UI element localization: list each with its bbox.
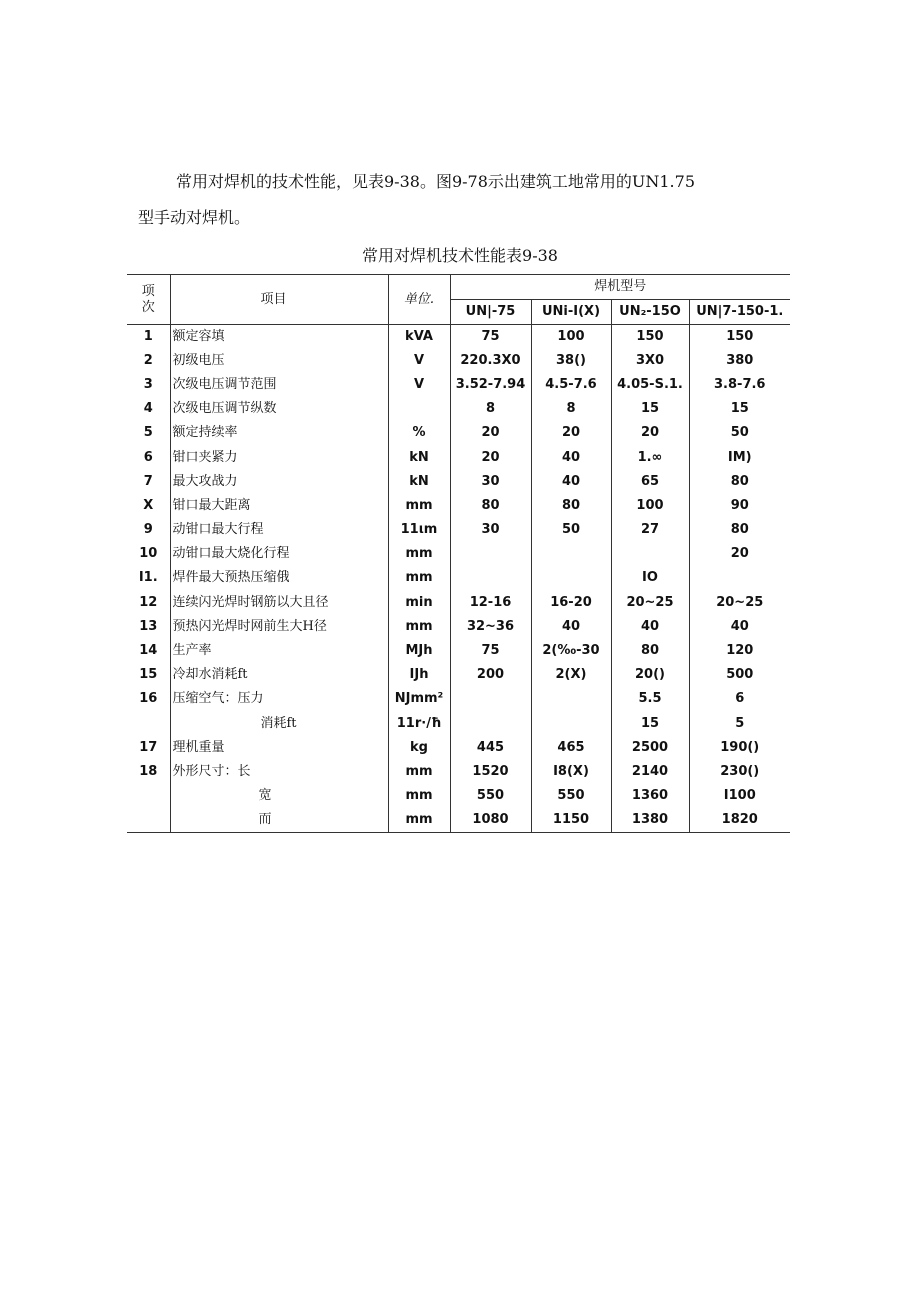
row-index: 1 <box>143 328 153 344</box>
row-unit: mm <box>388 542 450 566</box>
row-unit: IJh <box>388 663 450 687</box>
header-model-3: UN₂-15O <box>611 300 689 325</box>
row-value-model-2 <box>531 687 611 711</box>
table-row <box>127 397 790 421</box>
row-value-model-4: 40 <box>689 615 790 639</box>
table-row <box>127 615 790 639</box>
table-row <box>127 566 790 590</box>
header-item: 项目 <box>170 275 388 325</box>
row-item: 连续闪光焊时钢筋以大且径 <box>170 591 388 615</box>
row-index: 4 <box>143 401 153 417</box>
table-row <box>127 760 790 784</box>
row-value-model-2: 20 <box>531 421 611 445</box>
table-caption: 常用对焊机技术性能表9-38 <box>362 246 558 265</box>
row-value-model-4: 500 <box>689 663 790 687</box>
intro-line-2: 型手动对焊机。 <box>138 208 251 227</box>
row-value-model-2 <box>531 566 611 590</box>
row-index: 3 <box>143 376 153 392</box>
row-value-model-2 <box>531 542 611 566</box>
welder-spec-table <box>127 274 790 833</box>
row-value-model-1: 3.52-7.94 <box>450 373 531 397</box>
row-value-model-4: 380 <box>689 349 790 373</box>
row-value-model-1: 20 <box>450 421 531 445</box>
header-unit: 单位. <box>388 275 450 325</box>
row-item: 生产率 <box>170 639 388 663</box>
row-value-model-4: I100 <box>689 784 790 808</box>
row-value-model-3: 5.5 <box>611 687 689 711</box>
row-index: 13 <box>139 618 158 634</box>
row-index: 2 <box>143 352 153 368</box>
row-value-model-3: 40 <box>611 615 689 639</box>
row-item: 冷却水消耗ft <box>170 663 388 687</box>
table-row <box>127 591 790 615</box>
row-index: 14 <box>139 643 158 659</box>
table-row <box>127 663 790 687</box>
row-item: 额定容填 <box>170 325 388 349</box>
row-item: 额定持续率 <box>170 421 388 445</box>
row-index <box>127 808 170 832</box>
row-value-model-3: 4.05-S.1. <box>611 373 689 397</box>
row-value-model-1: 30 <box>450 470 531 494</box>
table-row <box>127 470 790 494</box>
row-item: 压缩空气：压力 <box>170 687 388 711</box>
row-value-model-2: 16-20 <box>531 591 611 615</box>
row-item: 钳口最大距离 <box>170 494 388 518</box>
row-value-model-3: 2500 <box>611 736 689 760</box>
row-value-model-3 <box>611 542 689 566</box>
row-value-model-2: 40 <box>531 445 611 469</box>
row-item: 钳口夹紧力 <box>170 445 388 469</box>
header-index <box>127 275 170 325</box>
row-index: 9 <box>143 522 153 538</box>
row-value-model-2: 50 <box>531 518 611 542</box>
row-index: X <box>143 497 154 513</box>
table-row <box>127 639 790 663</box>
intro-line-1: 常用对焊机的技术性能，见表9-38。图9-78示出建筑工地常用的UN1.75 <box>176 172 696 191</box>
row-value-model-3: 15 <box>611 712 689 736</box>
table-row <box>127 349 790 373</box>
row-index: 6 <box>143 449 153 465</box>
table-row <box>127 445 790 469</box>
table-row <box>127 808 790 832</box>
row-value-model-3: 27 <box>611 518 689 542</box>
row-value-model-4: 6 <box>689 687 790 711</box>
row-item: 消耗ft <box>170 712 388 736</box>
row-value-model-2: 2(‰-30 <box>531 639 611 663</box>
row-value-model-4: IM) <box>689 445 790 469</box>
row-index: 7 <box>143 473 153 489</box>
row-value-model-2: 38() <box>531 349 611 373</box>
row-value-model-4: 190() <box>689 736 790 760</box>
row-unit: mm <box>388 808 450 832</box>
row-value-model-4: 1820 <box>689 808 790 832</box>
row-unit: NJmm² <box>388 687 450 711</box>
table-row <box>127 325 790 349</box>
header-model-group: 焊机型号 <box>450 275 790 300</box>
row-value-model-3: 20~25 <box>611 591 689 615</box>
row-value-model-2: 100 <box>531 325 611 349</box>
row-value-model-2: 8 <box>531 397 611 421</box>
row-value-model-2: 4.5-7.6 <box>531 373 611 397</box>
table-row <box>127 712 790 736</box>
row-value-model-3: 150 <box>611 325 689 349</box>
table-row <box>127 784 790 808</box>
row-value-model-2: I8(X) <box>531 760 611 784</box>
row-value-model-1: 1520 <box>450 760 531 784</box>
row-value-model-2: 550 <box>531 784 611 808</box>
row-value-model-1 <box>450 542 531 566</box>
row-index <box>127 784 170 808</box>
row-value-model-3: 15 <box>611 397 689 421</box>
row-unit: kg <box>388 736 450 760</box>
row-value-model-4: 120 <box>689 639 790 663</box>
row-value-model-3: 1360 <box>611 784 689 808</box>
row-item: 次级电压调节范围 <box>170 373 388 397</box>
table-row <box>127 542 790 566</box>
row-value-model-1: 200 <box>450 663 531 687</box>
row-value-model-2: 40 <box>531 470 611 494</box>
row-unit: V <box>388 349 450 373</box>
row-unit: 11ιm <box>388 518 450 542</box>
row-value-model-4: 230() <box>689 760 790 784</box>
row-index: I1. <box>138 570 158 586</box>
row-value-model-1: 8 <box>450 397 531 421</box>
table-row <box>127 518 790 542</box>
row-value-model-3: 100 <box>611 494 689 518</box>
header-model-1: UN|-75 <box>450 300 531 325</box>
row-index: 10 <box>139 546 158 562</box>
row-value-model-4: 50 <box>689 421 790 445</box>
header-index-bottom: 次 <box>141 299 155 315</box>
row-unit: 11r·/ħ <box>388 712 450 736</box>
row-value-model-4: 150 <box>689 325 790 349</box>
row-value-model-1: 445 <box>450 736 531 760</box>
row-unit: kN <box>388 470 450 494</box>
row-value-model-1: 12-16 <box>450 591 531 615</box>
row-value-model-2: 1150 <box>531 808 611 832</box>
row-unit: % <box>388 421 450 445</box>
row-value-model-4: 20 <box>689 542 790 566</box>
row-value-model-2: 40 <box>531 615 611 639</box>
table-row <box>127 373 790 397</box>
row-value-model-2: 80 <box>531 494 611 518</box>
row-value-model-1: 30 <box>450 518 531 542</box>
row-value-model-1 <box>450 687 531 711</box>
row-index: 12 <box>139 594 158 610</box>
row-value-model-2: 2(X) <box>531 663 611 687</box>
row-item: 预热闪光焊时网前生大H径 <box>170 615 388 639</box>
row-index: 15 <box>139 667 158 683</box>
row-value-model-3: 3X0 <box>611 349 689 373</box>
table-row <box>127 421 790 445</box>
row-unit: mm <box>388 760 450 784</box>
row-item: 次级电压调节纵数 <box>170 397 388 421</box>
row-value-model-3: 2140 <box>611 760 689 784</box>
row-item: 初级电压 <box>170 349 388 373</box>
header-index-top: 项 <box>141 283 155 299</box>
row-item: 动钳口最大烧化行程 <box>170 542 388 566</box>
header-model-4: UN|7-150-1. <box>689 300 790 325</box>
row-value-model-3: 20() <box>611 663 689 687</box>
row-unit: kN <box>388 445 450 469</box>
table-row <box>127 687 790 711</box>
row-value-model-4: 90 <box>689 494 790 518</box>
row-value-model-1: 20 <box>450 445 531 469</box>
row-value-model-1: 80 <box>450 494 531 518</box>
row-item: 理机重量 <box>170 736 388 760</box>
row-value-model-4: 80 <box>689 470 790 494</box>
row-value-model-1: 32~36 <box>450 615 531 639</box>
row-value-model-3: IO <box>611 566 689 590</box>
row-unit: MJh <box>388 639 450 663</box>
row-unit: mm <box>388 784 450 808</box>
row-unit <box>388 397 450 421</box>
row-unit: mm <box>388 566 450 590</box>
row-value-model-4: 5 <box>689 712 790 736</box>
row-value-model-3: 20 <box>611 421 689 445</box>
row-unit: V <box>388 373 450 397</box>
row-value-model-3: 80 <box>611 639 689 663</box>
row-index <box>127 712 170 736</box>
header-model-2: UNi-I(X) <box>531 300 611 325</box>
row-unit: kVA <box>388 325 450 349</box>
row-value-model-3: 1.∞ <box>611 445 689 469</box>
row-index: 5 <box>143 425 153 441</box>
row-value-model-1: 220.3X0 <box>450 349 531 373</box>
row-index: 18 <box>139 763 158 779</box>
row-item: 宽 <box>170 784 388 808</box>
row-value-model-4 <box>689 566 790 590</box>
row-unit: min <box>388 591 450 615</box>
row-value-model-4: 3.8-7.6 <box>689 373 790 397</box>
row-unit: mm <box>388 615 450 639</box>
table-row <box>127 736 790 760</box>
table-row <box>127 494 790 518</box>
row-item: 动钳口最大行程 <box>170 518 388 542</box>
row-unit: mm <box>388 494 450 518</box>
row-value-model-4: 20~25 <box>689 591 790 615</box>
row-index: 16 <box>139 691 158 707</box>
row-value-model-2 <box>531 712 611 736</box>
row-item: 焊件最大预热压缩俄 <box>170 566 388 590</box>
row-value-model-4: 80 <box>689 518 790 542</box>
row-value-model-2: 465 <box>531 736 611 760</box>
row-item: 而 <box>170 808 388 832</box>
row-value-model-1 <box>450 566 531 590</box>
row-item: 最大攻战力 <box>170 470 388 494</box>
row-value-model-1: 75 <box>450 325 531 349</box>
row-value-model-1: 1080 <box>450 808 531 832</box>
row-index: 17 <box>139 739 158 755</box>
row-value-model-4: 15 <box>689 397 790 421</box>
row-value-model-1 <box>450 712 531 736</box>
row-value-model-3: 65 <box>611 470 689 494</box>
row-item: 外形尺寸：长 <box>170 760 388 784</box>
row-value-model-1: 75 <box>450 639 531 663</box>
row-value-model-3: 1380 <box>611 808 689 832</box>
row-value-model-1: 550 <box>450 784 531 808</box>
